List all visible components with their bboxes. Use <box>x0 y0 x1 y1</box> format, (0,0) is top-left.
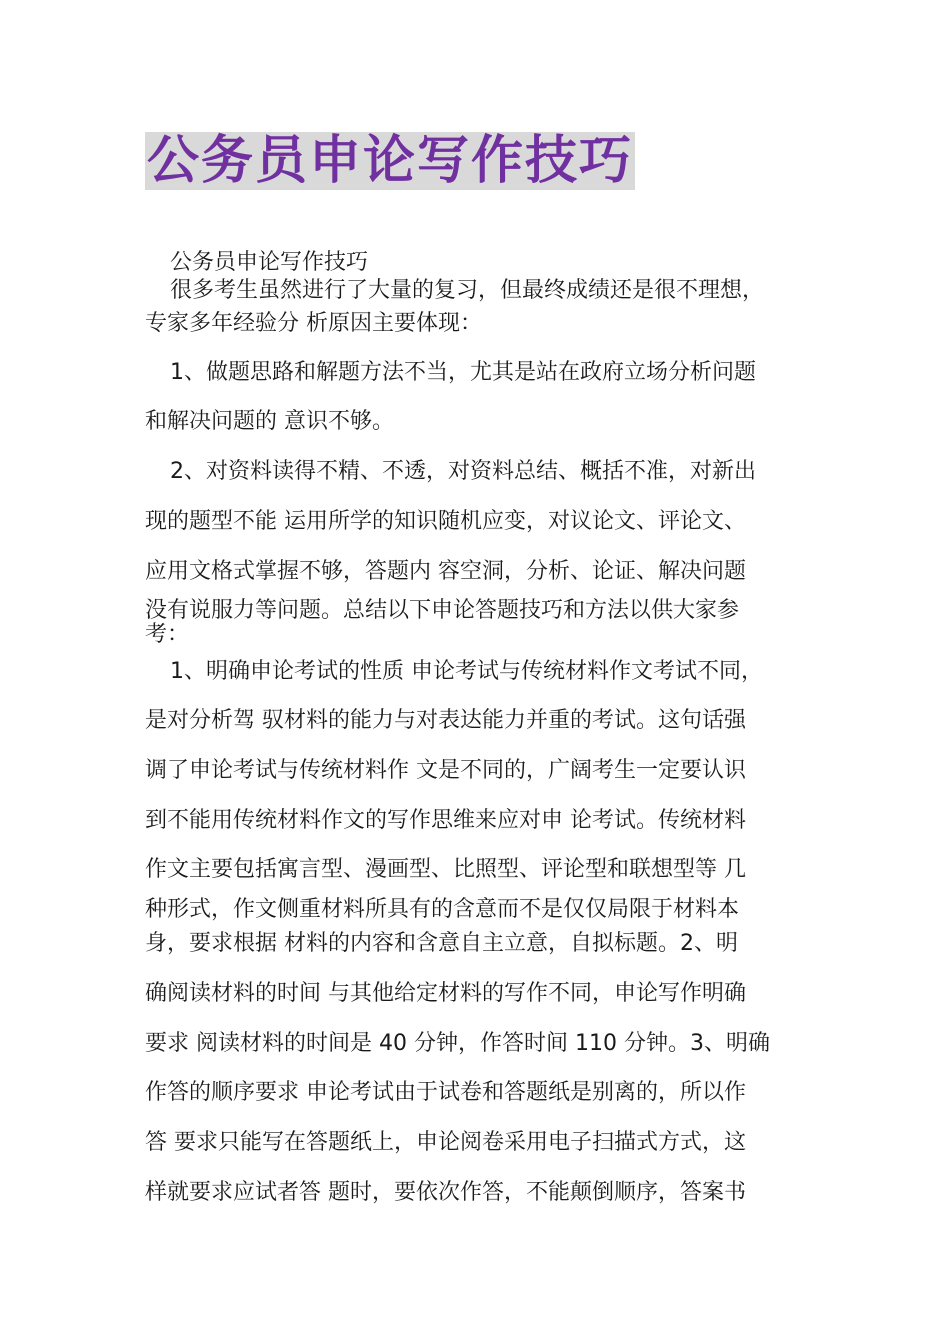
text-line: 考： <box>145 622 190 647</box>
text-line: 答 要求只能写在答题纸上，申论阅卷采用电子扫描式方式，这 <box>145 1130 746 1155</box>
text-line: 现的题型不能 运用所学的知识随机应变，对议论文、评论文、 <box>145 509 746 534</box>
text-line: 是对分析驾 驭材料的能力与对表达能力并重的考试。这句话强 <box>145 708 746 733</box>
text-line: 样就要求应试者答 题时，要依次作答，不能颠倒顺序，答案书 <box>145 1180 746 1205</box>
text-line: 公务员申论写作技巧 <box>170 250 369 275</box>
text-line: 作答的顺序要求 申论考试由于试卷和答题纸是别离的，所以作 <box>145 1080 746 1105</box>
text-line: 1、做题思路和解题方法不当，尤其是站在政府立场分析问题 <box>170 360 756 385</box>
text-line: 很多考生虽然进行了大量的复习，但最终成绩还是很不理想， <box>170 278 765 303</box>
text-line: 和解决问题的 意识不够。 <box>145 409 394 434</box>
text-line: 2、对资料读得不精、不透，对资料总结、概括不准，对新出 <box>170 459 756 484</box>
text-line: 种形式，作文侧重材料所具有的含意而不是仅仅局限于材料本 <box>145 897 740 922</box>
text-line: 要求 阅读材料的时间是 40 分钟，作答时间 110 分钟。3、明确 <box>145 1031 770 1056</box>
text-line: 身，要求根据 材料的内容和含意自主立意，自拟标题。2、明 <box>145 931 738 956</box>
text-line: 没有说服力等问题。总结以下申论答题技巧和方法以供大家参 <box>145 598 740 623</box>
text-line: 调了申论考试与传统材料作 文是不同的，广阔考生一定要认识 <box>145 758 746 783</box>
text-line: 确阅读材料的时间 与其他给定材料的写作不同，申论写作明确 <box>145 981 746 1006</box>
page-title: 公务员申论写作技巧 <box>147 131 634 191</box>
text-line: 专家多年经验分 析原因主要体现： <box>145 311 482 336</box>
text-line: 1、明确申论考试的性质 申论考试与传统材料作文考试不同， <box>170 659 763 684</box>
text-line: 到不能用传统材料作文的写作思维来应对申 论考试。传统材料 <box>145 808 746 833</box>
text-line: 作文主要包括寓言型、漫画型、比照型、评论型和联想型等 几 <box>145 857 746 882</box>
text-line: 应用文格式掌握不够，答题内 容空洞，分析、论证、解决问题 <box>145 559 746 584</box>
